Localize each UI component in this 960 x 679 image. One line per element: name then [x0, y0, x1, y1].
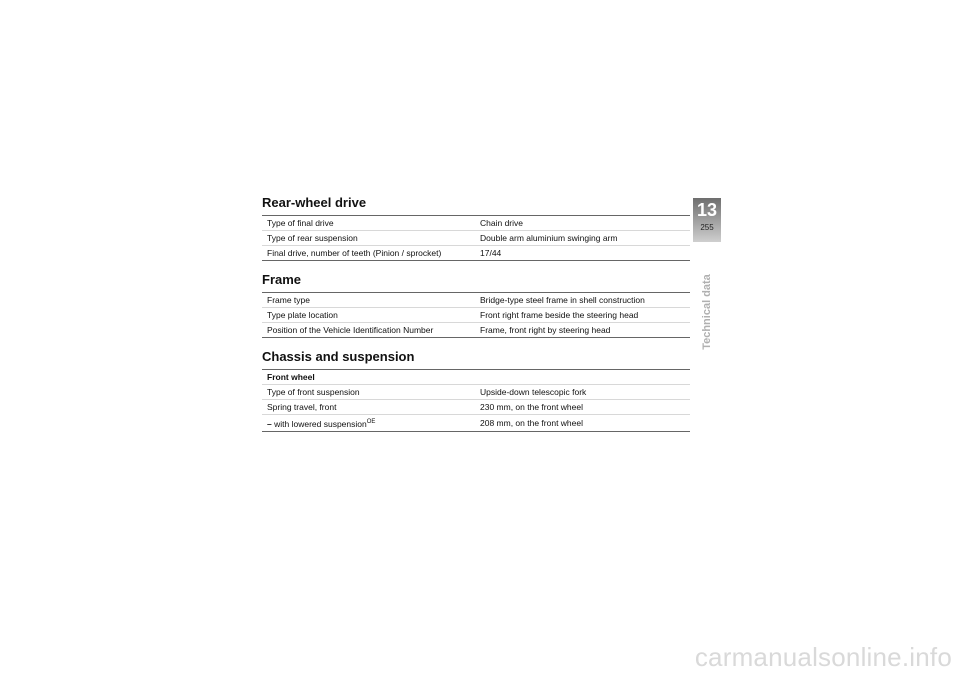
row-value: Double arm aluminium swinging arm — [475, 231, 690, 246]
table-row — [262, 293, 690, 308]
table-row — [262, 415, 690, 432]
row-label: Frame type — [262, 293, 475, 308]
table-subheader-row — [262, 370, 690, 385]
table-row — [262, 216, 690, 231]
row-value: 208 mm, on the front wheel — [475, 415, 690, 432]
table-row — [262, 385, 690, 400]
row-label: Type of final drive — [262, 216, 475, 231]
row-label: Spring travel, front — [262, 400, 475, 415]
row-value: Bridge-type steel frame in shell construction — [475, 293, 690, 308]
row-value: Upside-down telescopic fork — [475, 385, 690, 400]
manual-page-content — [262, 194, 690, 432]
row-value: Chain drive — [475, 216, 690, 231]
page-number: 255 — [700, 223, 714, 232]
row-label: Type of rear suspension — [262, 231, 475, 246]
row-value: Front right frame beside the steering head — [475, 308, 690, 323]
chassis-table — [262, 369, 690, 432]
section-title-chassis: Chassis and suspension — [262, 349, 415, 364]
rear-wheel-drive-table — [262, 215, 690, 261]
subheader-front-wheel: Front wheel — [262, 370, 690, 385]
row-label: Final drive, number of teeth (Pinion / sprocket) — [262, 246, 475, 261]
row-label: Position of the Vehicle Identification Number — [262, 323, 475, 338]
chapter-number: 13 — [696, 200, 718, 220]
oe-superscript: OE — [366, 419, 376, 425]
section-title-frame: Frame — [262, 272, 302, 287]
table-row — [262, 246, 690, 261]
section-title-rear-wheel-drive: Rear-wheel drive — [262, 195, 367, 210]
lowered-label: with lowered suspension — [274, 419, 367, 429]
row-label-lowered — [262, 415, 475, 432]
table-row — [262, 400, 690, 415]
chapter-side-label: Technical data — [701, 274, 713, 350]
chapter-tab — [693, 198, 721, 242]
row-value: 17/44 — [475, 246, 690, 261]
table-row — [262, 323, 690, 338]
table-row — [262, 308, 690, 323]
row-label: Type of front suspension — [262, 385, 475, 400]
row-value: Frame, front right by steering head — [475, 323, 690, 338]
watermark: carmanualsonline.info — [694, 642, 952, 672]
row-value: 230 mm, on the front wheel — [475, 400, 690, 415]
frame-table — [262, 292, 690, 338]
table-row — [262, 231, 690, 246]
dash-marker: – — [267, 419, 272, 429]
row-label: Type plate location — [262, 308, 475, 323]
